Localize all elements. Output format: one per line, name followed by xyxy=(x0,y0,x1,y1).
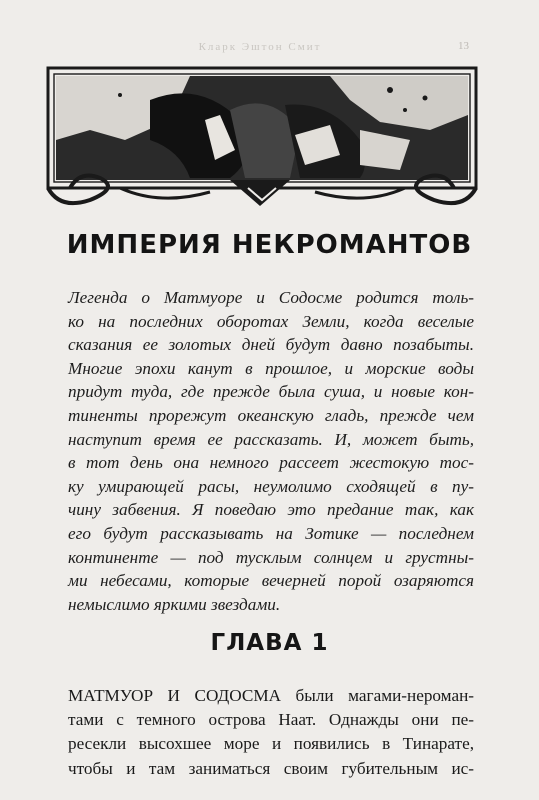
decorative-vignette-illustration xyxy=(30,60,495,210)
intro-line: немыслимо яркими звездами. xyxy=(68,594,281,614)
intro-line: сказания ее золотых дней будут давно позабыты. xyxy=(68,335,474,355)
intro-line: его будут рассказывать на Зотике — последнем xyxy=(68,523,474,543)
intro-paragraph xyxy=(68,286,474,616)
intro-line: Многие эпохи канут в прошлое, и морские воды xyxy=(68,358,474,378)
body-line: чтобы и там заниматься своим губительным ис- xyxy=(68,758,474,778)
intro-line: чину забвения. Я поведаю это предание так, как xyxy=(68,500,474,520)
body-line: тами с темного острова Наат. Однажды они пе- xyxy=(68,710,474,730)
body-line: ресекли высохшее море и появились в Тинарате, xyxy=(68,734,474,754)
intro-line: ми небесами, которые вечерней порой озаряются xyxy=(68,571,474,591)
intro-line: ко на последних оборотах Земли, когда веселые xyxy=(68,311,474,331)
page-number: 13 xyxy=(458,40,469,52)
intro-line: наступит время ее рассказать. И, может быть, xyxy=(68,429,474,449)
page-title: ИМПЕРИЯ НЕКРОМАНТОВ xyxy=(66,230,473,260)
intro-line: тиненты прорежут океанскую гладь, прежде чем xyxy=(68,405,474,425)
intro-line: ку умирающей расы, неумолимо сходящей в пу- xyxy=(68,476,474,496)
chapter-body xyxy=(68,684,474,781)
intro-line: в тот день она немного рассеет жестокую тос- xyxy=(68,453,474,473)
running-head: Кларк Эштон Смит xyxy=(198,41,322,53)
intro-line: континенте — под тусклым солнцем и грустны- xyxy=(68,547,474,567)
intro-line: Легенда о Матмуоре и Содосме родится толь- xyxy=(68,288,474,307)
chapter-heading: ГЛАВА 1 xyxy=(210,630,329,656)
intro-line: придут туда, где прежде была суша, и новые кон- xyxy=(68,382,474,402)
body-line: МАТМУОР И СОДОСМА были магами-нероман- xyxy=(68,686,474,705)
